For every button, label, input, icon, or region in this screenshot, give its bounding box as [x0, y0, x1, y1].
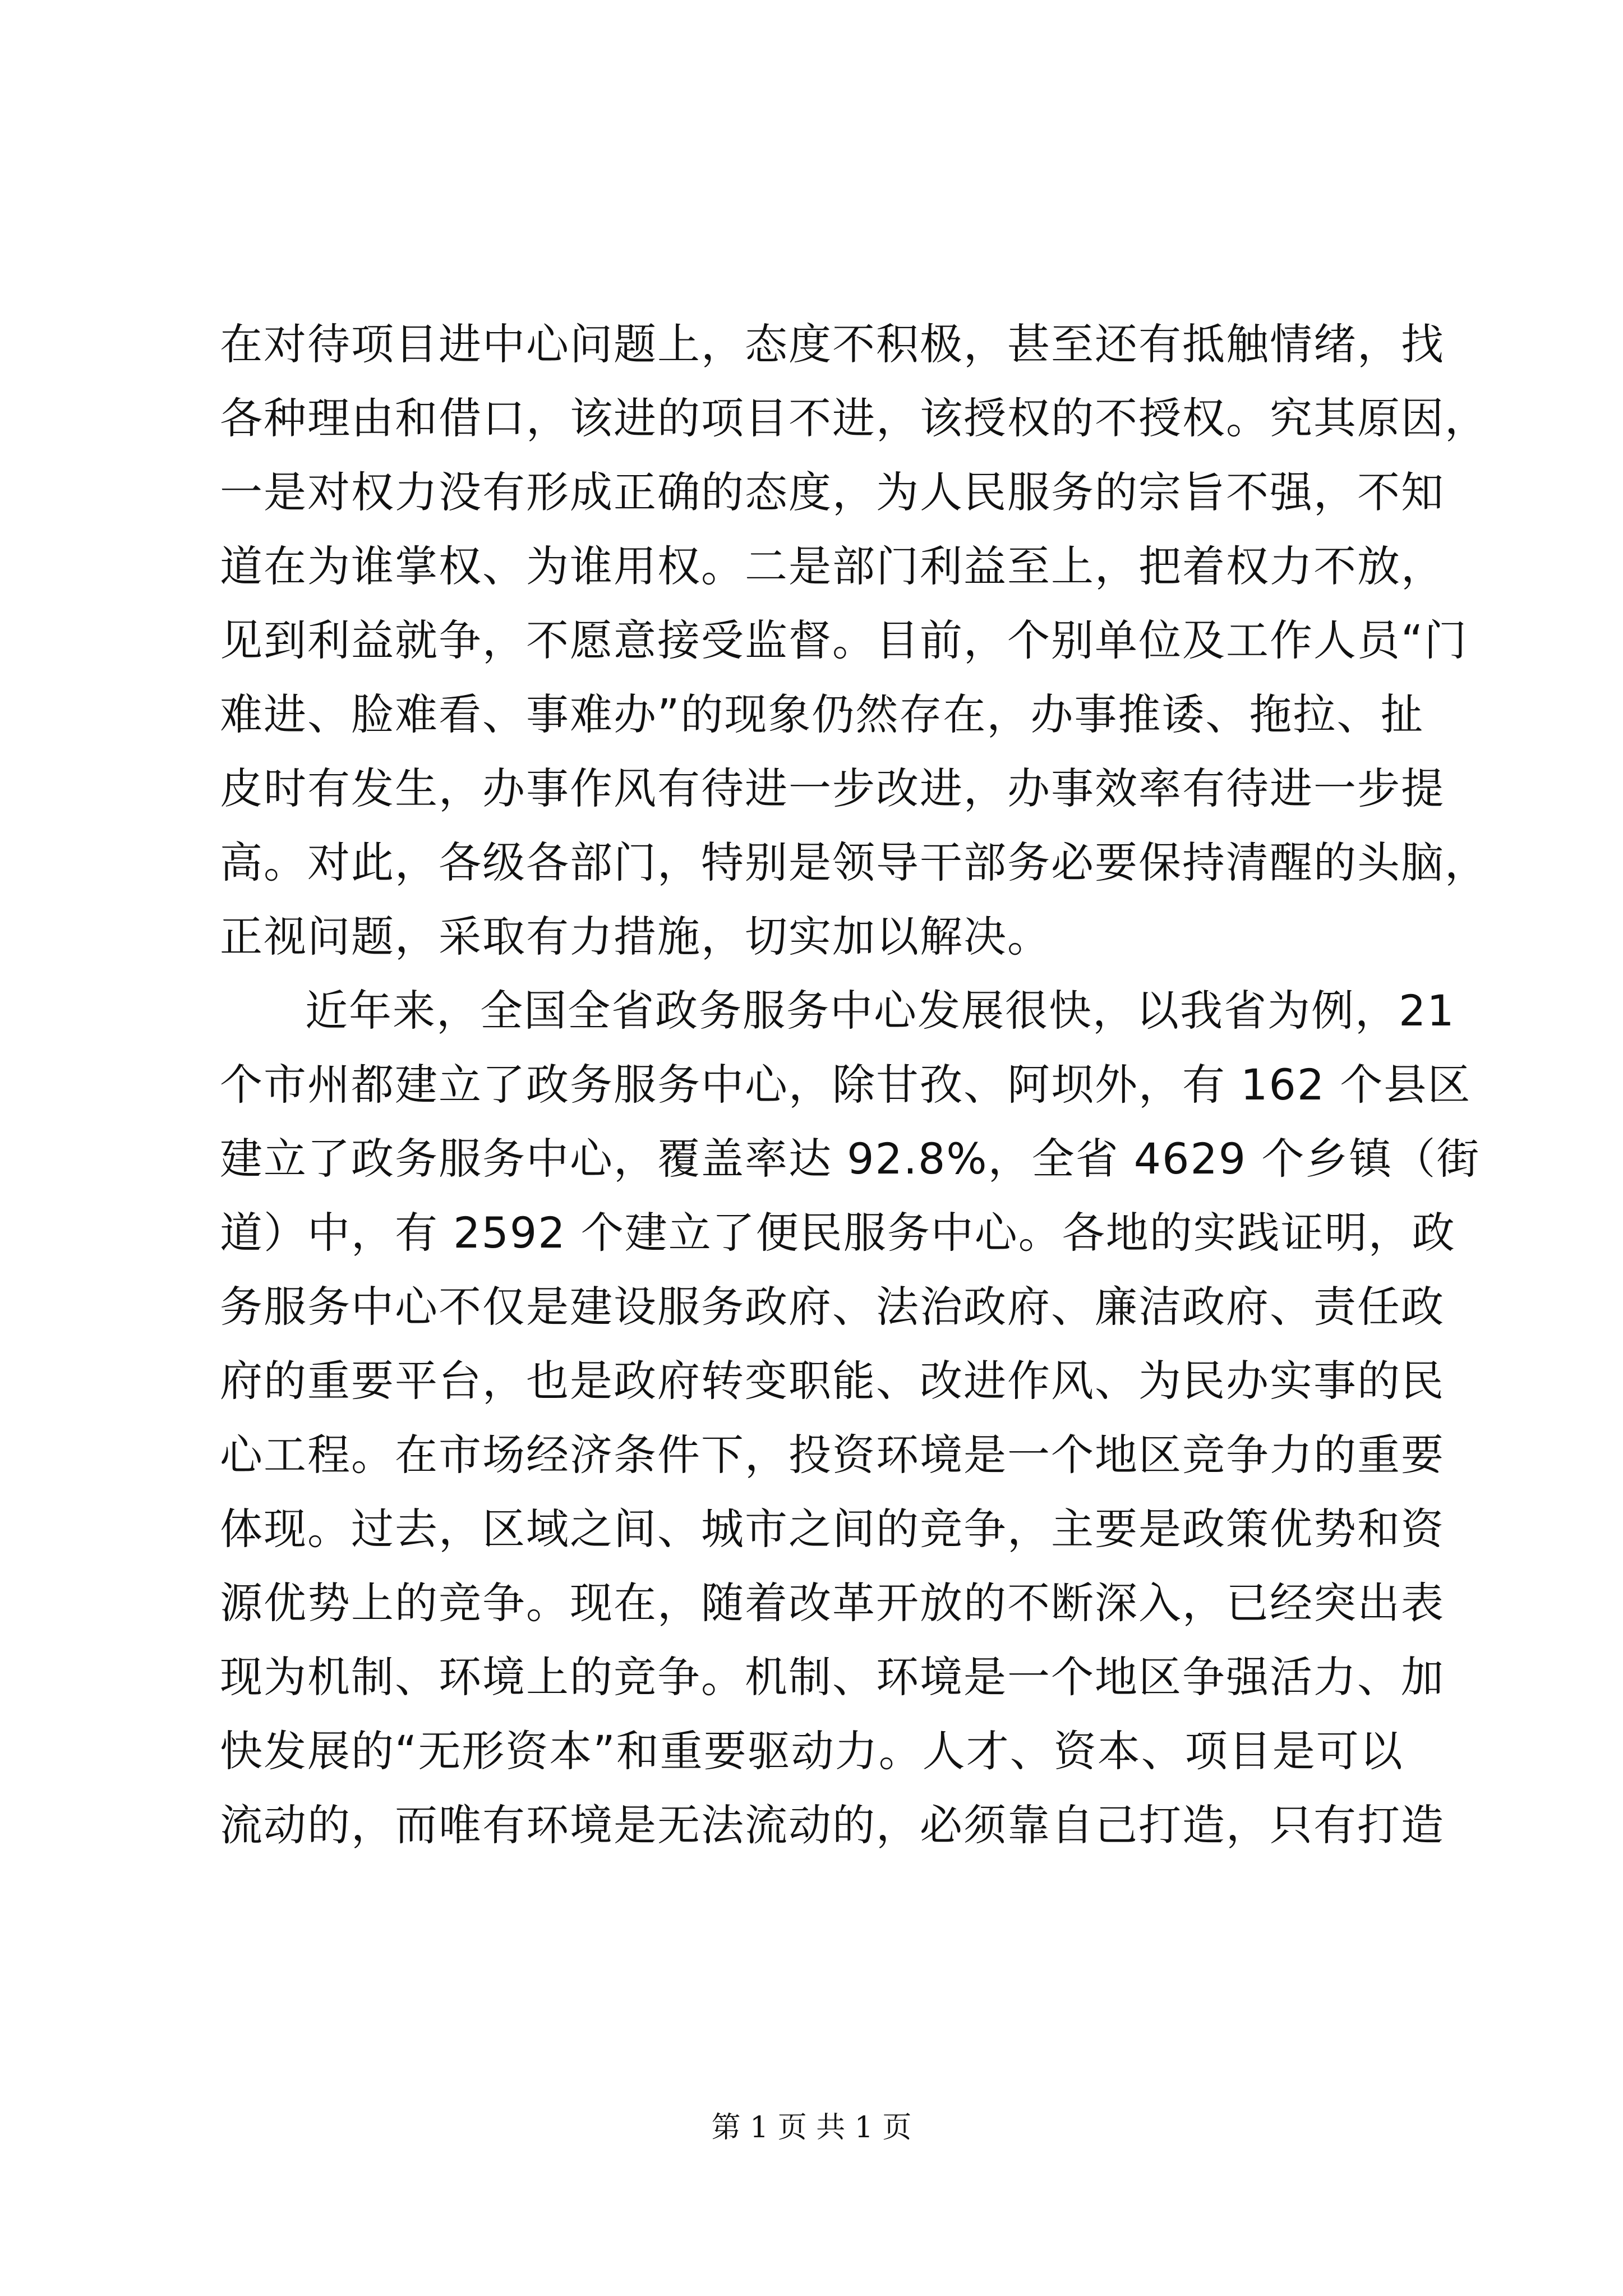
text-line: 建立了政务服务中心，覆盖率达 92.8%，全省 4629 个乡镇（街 — [220, 1134, 1481, 1184]
text-line: 个市州都建立了政务服务中心，除甘孜、阿坝外，有 162 个县区 — [220, 1060, 1472, 1110]
text-line: 府的重要平台，也是政府转变职能、改进作风、为民办实事的民 — [220, 1356, 1445, 1406]
text-line: 务服务中心不仅是建设服务政府、法治政府、廉洁政府、责任政 — [220, 1282, 1445, 1332]
text-line: 快发展的“无形资本”和重要驱动力。人才、资本、项目是可以 — [220, 1726, 1404, 1776]
text-line: 心工程。在市场经济条件下，投资环境是一个地区竞争力的重要 — [220, 1430, 1445, 1480]
text-line: 流动的，而唯有环境是无法流动的，必须靠自己打造，只有打造 — [220, 1800, 1445, 1850]
text-line: 难进、脸难看、事难办”的现象仍然存在，办事推诿、拖拉、扯 — [220, 689, 1424, 739]
document-body — [220, 307, 1488, 1862]
text-line: 一是对权力没有形成正确的态度，为人民服务的宗旨不强，不知 — [220, 467, 1445, 517]
text-line: 源优势上的竞争。现在，随着改革开放的不断深入，已经突出表 — [220, 1578, 1445, 1628]
text-line: 正视问题，采取有力措施，切实加以解决。 — [220, 912, 1051, 961]
paragraph-start-line: 近年来，全国全省政务服务中心发展很快，以我省为例，21 — [305, 986, 1455, 1036]
text-line: 高。对此，各级各部门，特别是领导干部务必要保持清醒的头脑， — [220, 838, 1488, 887]
text-line: 在对待项目进中心问题上，态度不积极，甚至还有抵触情绪，找 — [220, 319, 1445, 369]
text-line: 皮时有发生，办事作风有待进一步改进，办事效率有待进一步提 — [220, 763, 1445, 813]
text-line: 各种理由和借口，该进的项目不进，该授权的不授权。究其原因， — [220, 393, 1488, 443]
text-line: 见到利益就争，不愿意接受监督。目前，个别单位及工作人员“门 — [220, 615, 1468, 665]
text-line: 现为机制、环境上的竞争。机制、环境是一个地区争强活力、加 — [220, 1652, 1445, 1702]
text-line: 体现。过去，区域之间、城市之间的竞争，主要是政策优势和资 — [220, 1504, 1445, 1554]
page-number-footer: 第 1 页 共 1 页 — [711, 2111, 912, 2145]
text-line: 道）中，有 2592 个建立了便民服务中心。各地的实践证明，政 — [220, 1208, 1456, 1258]
text-line: 道在为谁掌权、为谁用权。二是部门利益至上，把着权力不放， — [220, 541, 1445, 591]
